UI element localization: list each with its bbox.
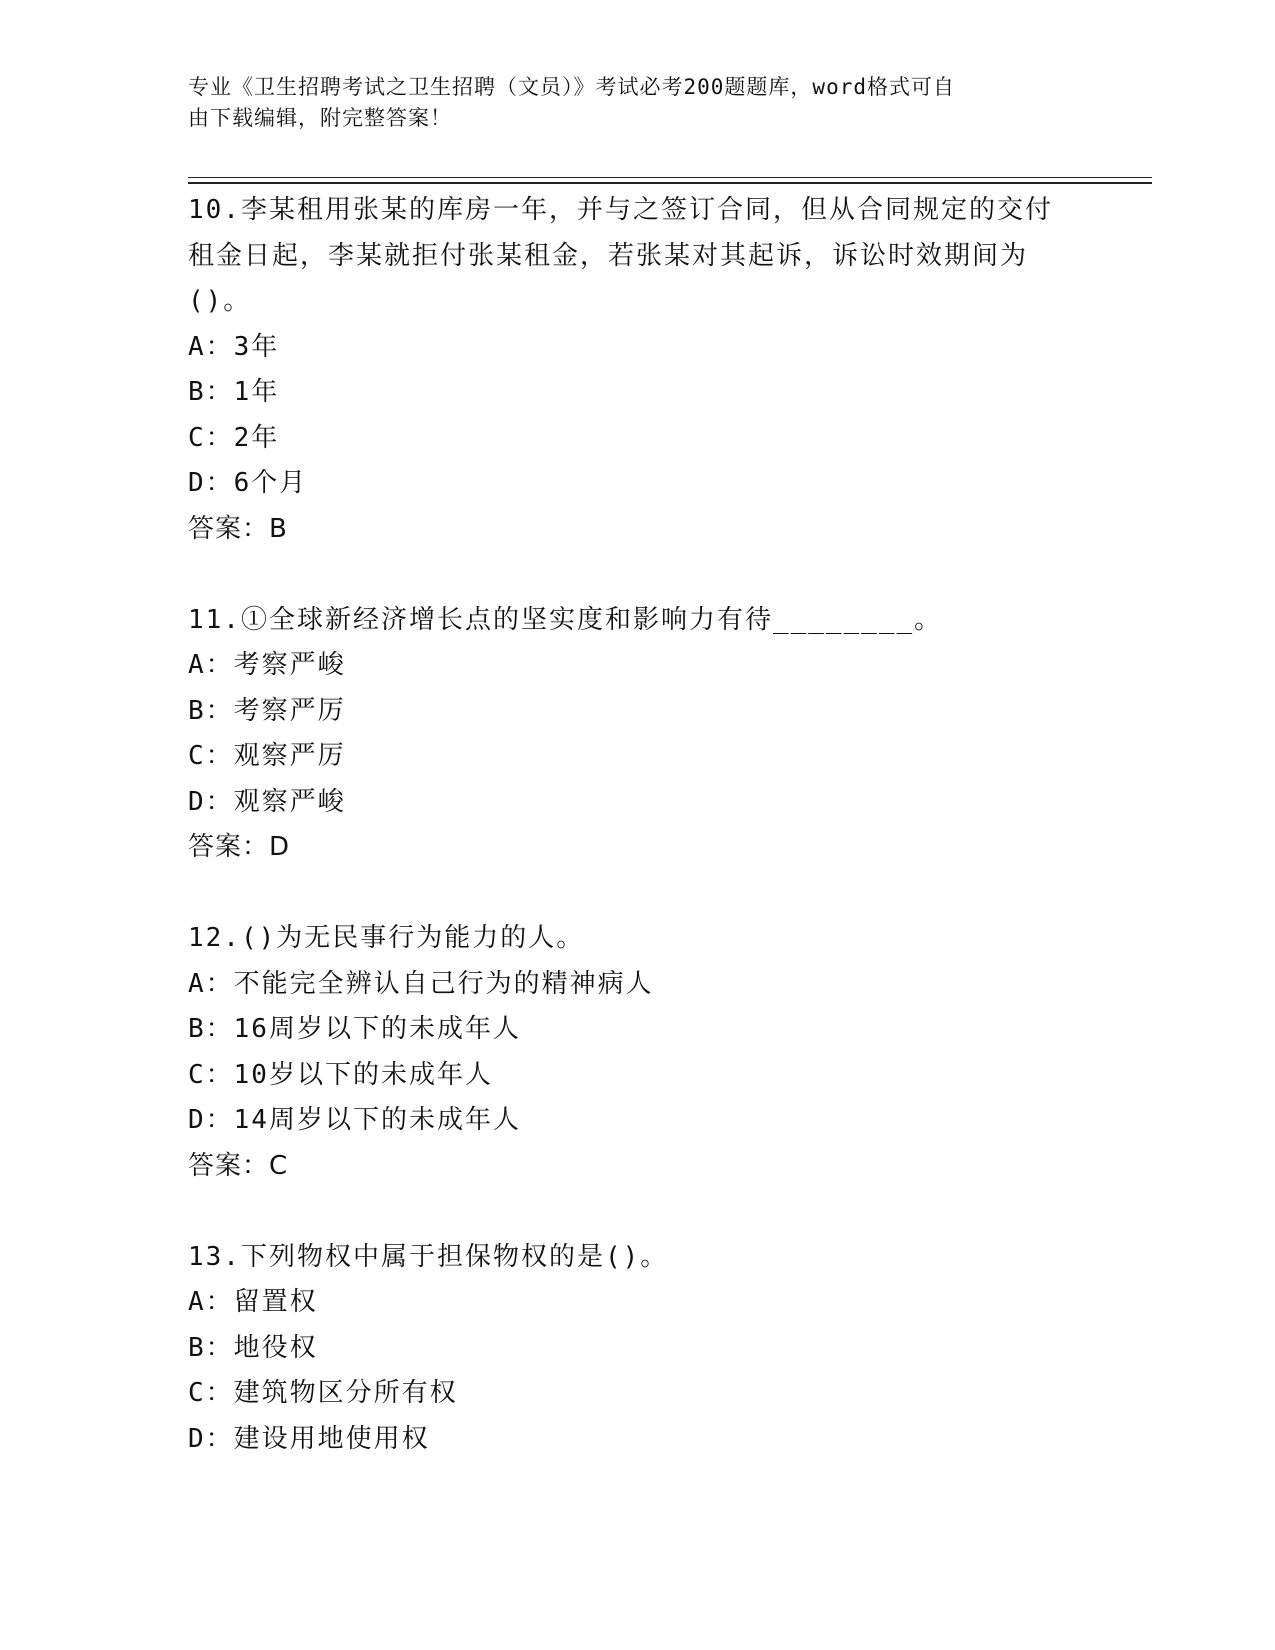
option-c: C：建筑物区分所有权 xyxy=(188,1378,458,1408)
option-b: B：16周岁以下的未成年人 xyxy=(188,1014,521,1044)
question-stem-line: 租金日起，李某就拒付张某租金，若张某对其起诉，诉讼时效期间为 xyxy=(188,240,1029,271)
question-12 xyxy=(188,916,1088,1189)
option-c: C：2年 xyxy=(188,422,280,453)
question-gap xyxy=(188,871,1088,917)
question-gap xyxy=(188,552,1088,598)
question-10 xyxy=(188,188,1088,552)
question-13 xyxy=(188,1235,1088,1463)
answer: 答案：B xyxy=(188,513,288,544)
option-b: B：考察严厉 xyxy=(188,695,346,726)
header-divider-thick xyxy=(188,182,1152,184)
option-b: B：1年 xyxy=(188,377,280,407)
answer: 答案：C xyxy=(188,1150,289,1181)
option-b: B：地役权 xyxy=(188,1332,318,1363)
question-gap xyxy=(188,1189,1088,1235)
option-c: C：10岁以下的未成年人 xyxy=(188,1059,493,1090)
intro-line-1: 专业《卫生招聘考试之卫生招聘（文员）》考试必考200题题库，word格式可自 xyxy=(188,75,955,99)
question-stem-line: 13.下列物权中属于担保物权的是()。 xyxy=(188,1241,669,1272)
header-divider-thin xyxy=(188,177,1152,178)
question-stem-line: ()。 xyxy=(188,286,252,316)
option-d: D：14周岁以下的未成年人 xyxy=(188,1105,521,1135)
document-intro xyxy=(188,72,1088,134)
question-stem-line: 10.李某租用张某的库房一年，并与之签订合同，但从合同规定的交付 xyxy=(188,195,1053,225)
option-a: A：考察严峻 xyxy=(188,650,346,680)
option-d: D：6个月 xyxy=(188,468,308,498)
intro-line-2: 由下载编辑，附完整答案！ xyxy=(188,106,452,130)
answer: 答案：D xyxy=(188,832,291,862)
question-stem-line: 12.()为无民事行为能力的人。 xyxy=(188,923,585,953)
option-d: D：观察严峻 xyxy=(188,786,346,817)
option-a: A：不能完全辨认自己行为的精神病人 xyxy=(188,968,654,999)
question-stem-line: 11.①全球新经济增长点的坚实度和影响力有待________。 xyxy=(188,604,943,635)
option-a: A：3年 xyxy=(188,331,280,362)
option-c: C：观察严厉 xyxy=(188,741,346,771)
question-11 xyxy=(188,598,1088,871)
option-d: D：建设用地使用权 xyxy=(188,1423,430,1454)
option-a: A：留置权 xyxy=(188,1287,318,1317)
question-list xyxy=(188,188,1088,1462)
